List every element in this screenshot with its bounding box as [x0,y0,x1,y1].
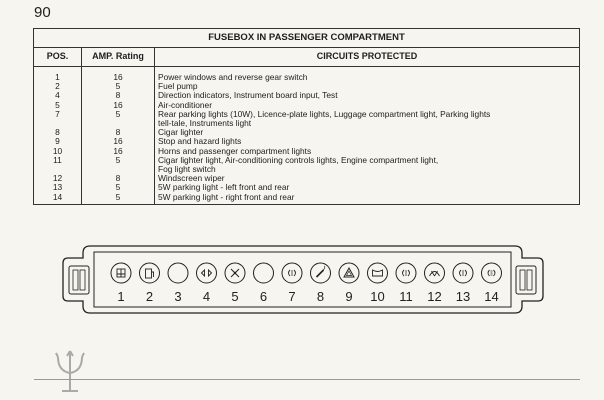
hazard-icon [344,268,354,277]
pos-cell: 5 [34,101,82,110]
pos-cell: 12 [34,174,82,183]
pos-cell: 4 [34,91,82,100]
fuse-socket [254,263,274,283]
fuse-number: 5 [231,289,239,304]
fuel-pump-icon [146,269,154,278]
fuse-number: 13 [455,289,471,304]
circuit-cell [155,110,580,128]
fuse-slot [140,263,160,304]
amp-cell: 8 [82,174,155,183]
fuse-socket [140,263,160,283]
circuit-cell [155,67,580,83]
horn-light-icon [373,270,383,276]
fuse-number: 8 [316,289,325,304]
footer-rule [34,379,580,380]
pos-cell: 1 [34,67,82,83]
fuse-slot [225,263,245,304]
fuse-slot [111,263,131,304]
amp-cell: 5 [82,82,155,91]
table-row [34,193,580,205]
fuse-socket [368,263,388,283]
pos-cell: 7 [34,110,82,128]
amp-cell: 16 [82,67,155,83]
circuit-line: Rear parking lights (10W), Licence-plate lights, Luggage compartment light, Parking lights [158,108,491,119]
fuse-socket [339,263,359,283]
circuit-line: Stop and hazard lights [158,136,242,147]
page-number: 90 [34,4,51,21]
amp-cell: 16 [82,101,155,110]
circuit-line: Fog light switch [158,164,216,175]
circuit-line: 5W parking light - right front and rear [158,191,295,202]
table-row [34,67,580,83]
fuse-socket [425,263,445,283]
pos-cell: 10 [34,147,82,156]
circuit-cell [155,91,580,100]
circuit-line: Cigar lighter [158,127,204,138]
window-icon [117,269,125,277]
fuse-table [33,28,580,205]
fuse-slot [396,263,416,304]
amp-cell: 5 [82,156,155,174]
amp-cell: 8 [82,128,155,137]
fuse-slot [168,263,188,304]
fuse-slot [425,263,445,304]
parking-light-icon [460,270,467,276]
wiper-icon [430,271,440,276]
circuit-line: Direction indicators, Instrument board input, Test [158,90,338,101]
pos-cell: 13 [34,183,82,192]
cigar-lighter-icon [317,266,325,277]
fuse-slot [197,263,217,304]
circuit-cell [155,156,580,174]
circuit-line: tell-tale, Instruments light [158,118,252,129]
fuse-slot [282,263,302,304]
table-row [34,110,580,128]
fuse-number: 14 [484,289,499,304]
circuit-line: Air-conditioner [158,99,212,110]
fuse-number: 10 [370,289,385,304]
parking-light-icon [289,270,296,276]
circuit-line: 5W parking light - left front and rear [158,182,290,193]
fuse-socket [197,263,217,283]
fuse-slot [368,263,388,304]
table-row [34,156,580,174]
trident-logo [50,347,90,395]
amp-cell: 5 [82,193,155,205]
fuse-number: 6 [259,289,268,304]
fusebox-diagram [60,238,550,322]
fuse-slot [482,263,502,304]
amp-cell: 8 [82,91,155,100]
amp-cell: 16 [82,137,155,146]
pos-cell: 14 [34,193,82,205]
amp-cell: 5 [82,110,155,128]
amp-cell: 5 [82,183,155,192]
pos-cell: 11 [34,156,82,174]
amp-cell: 16 [82,147,155,156]
fuse-number: 1 [117,289,125,304]
pos-cell: 9 [34,137,82,146]
parking-light-icon [403,270,410,276]
pos-cell: 2 [34,82,82,91]
circuit-line: Fuel pump [158,81,198,92]
fuse-slot [311,263,331,304]
fuse-number: 7 [288,289,296,304]
circuit-line: Windscreen wiper [158,173,225,184]
fuse-number: 12 [427,289,442,304]
table-title: FUSEBOX IN PASSENGER COMPARTMENT [34,29,580,48]
fuse-slot [254,263,274,304]
fuse-number: 4 [202,289,211,304]
fuse-socket [168,263,188,283]
fuse-number: 9 [345,289,353,304]
fan-icon [231,269,239,277]
parking-light-icon [488,270,495,276]
fuse-slot [339,263,359,304]
pos-cell: 8 [34,128,82,137]
circuit-line: Power windows and reverse gear switch [158,72,308,82]
fuse-slot [453,263,473,304]
circuit-cell [155,193,580,205]
circuit-line: Horns and passenger compartment lights [158,145,312,156]
circuit-line: Cigar lighter light, Air-conditioning controls lights, Engine compartment light, [158,154,439,165]
fuse-number: 2 [145,289,154,304]
turn-signal-icon [202,270,212,276]
header-pos: POS. [34,48,82,67]
header-amp-rating: AMP. Rating [82,48,155,67]
fuse-number: 11 [399,289,413,304]
fuse-number: 3 [174,289,182,304]
header-circuits: CIRCUITS PROTECTED [155,48,580,67]
